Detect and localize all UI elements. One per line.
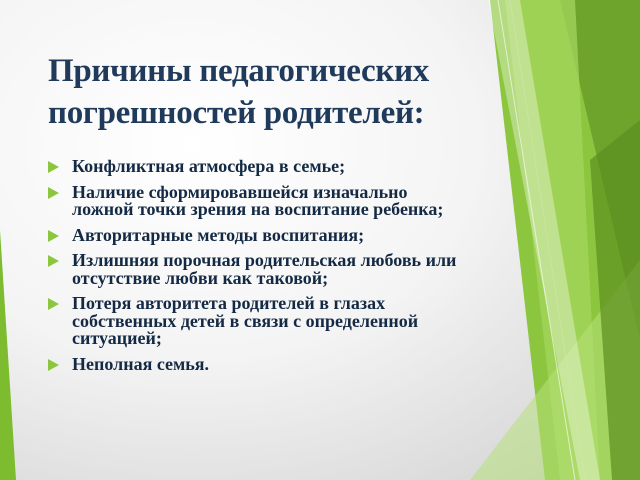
- bullet-item: [48, 224, 468, 245]
- bullet-item: [48, 181, 468, 219]
- bullet-text: Неполная семья.: [72, 353, 210, 374]
- triangle-arrow-icon: [48, 161, 59, 173]
- bullet-text: Авторитарные методы воспитания;: [72, 224, 365, 245]
- triangle-arrow-icon: [48, 230, 59, 242]
- bullet-list: [48, 158, 468, 381]
- bullet-item: [48, 353, 468, 374]
- triangle-arrow-icon: [48, 298, 59, 310]
- triangle-arrow-icon: [48, 187, 59, 199]
- bullet-item: [48, 158, 468, 176]
- bullet-item: [48, 252, 468, 287]
- bullet-text: Потеря авторитета родителей в глазах собственных детей в связи с определенной ситуацией;: [72, 293, 419, 348]
- triangle-arrow-icon: [48, 255, 59, 267]
- slide-title: Причины педагогических погрешностей родителей:: [48, 53, 430, 131]
- bullet-text: Излишняя порочная родительская любовь или отсутствие любви как таковой;: [72, 250, 457, 288]
- bullet-text: Конфликтная атмосфера в семье;: [72, 156, 346, 176]
- bullet-item: [48, 295, 468, 348]
- triangle-arrow-icon: [48, 359, 59, 371]
- bullet-text: Наличие сформировавшейся изначально ложной точки зрения на воспитание ребенка;: [72, 181, 444, 219]
